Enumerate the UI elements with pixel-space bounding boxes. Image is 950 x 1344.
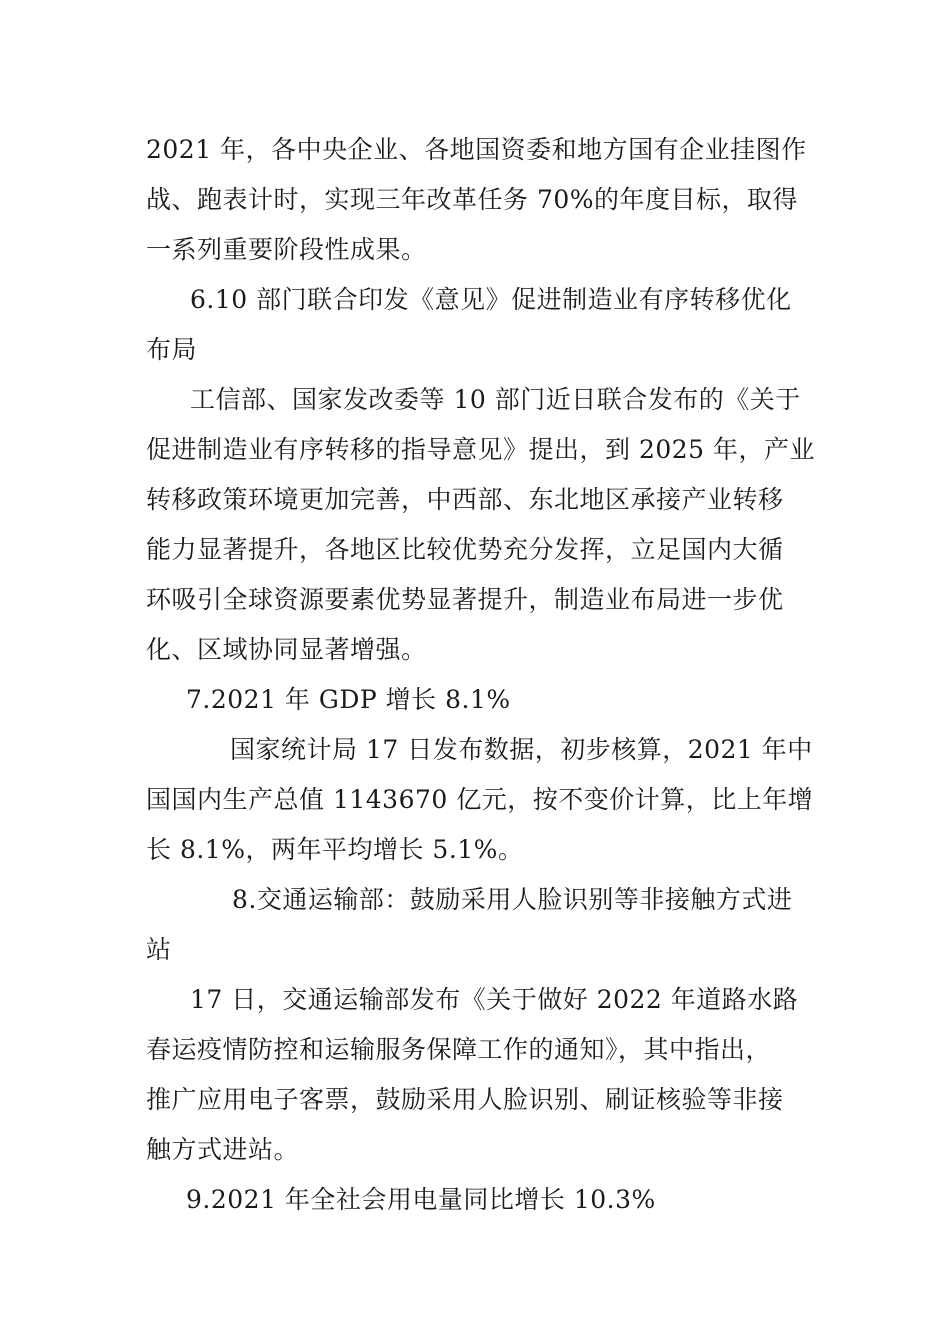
paragraph-line: 触方式进站。 <box>146 1135 300 1164</box>
paragraph-line: 能力显著提升，各地区比较优势充分发挥，立足国内大循 <box>146 535 784 564</box>
section-heading-continued: 站 <box>146 935 172 964</box>
paragraph-line: 春运疫情防控和运输服务保障工作的通知》，其中指出， <box>146 1035 772 1064</box>
paragraph-line: 转移政策环境更加完善，中西部、东北地区承接产业转移 <box>146 485 784 514</box>
paragraph-line: 工信部、国家发改委等 10 部门近日联合发布的《关于 <box>190 385 801 414</box>
paragraph-line: 化、区域协同显著增强。 <box>146 635 427 664</box>
paragraph-line: 17 日，交通运输部发布《关于做好 2022 年道路水路 <box>190 985 799 1014</box>
paragraph-line: 国家统计局 17 日发布数据，初步核算，2021 年中 <box>230 735 813 764</box>
section-heading: 9.2021 年全社会用电量同比增长 10.3% <box>186 1185 656 1214</box>
section-heading: 7.2021 年 GDP 增长 8.1% <box>186 685 511 714</box>
section-heading: 8.交通运输部：鼓励采用人脸识别等非接触方式进 <box>232 885 793 914</box>
paragraph-line: 一系列重要阶段性成果。 <box>146 235 427 264</box>
section-heading: 6.10 部门联合印发《意见》促进制造业有序转移优化 <box>190 285 792 314</box>
paragraph-line: 2021 年，各中央企业、各地国资委和地方国有企业挂图作 <box>146 135 807 164</box>
section-heading-continued: 布局 <box>146 335 198 364</box>
paragraph-line: 推广应用电子客票，鼓励采用人脸识别、刷证核验等非接 <box>146 1085 784 1114</box>
paragraph-line: 促进制造业有序转移的指导意见》提出，到 2025 年，产业 <box>146 435 816 464</box>
paragraph-line: 战、跑表计时，实现三年改革任务 70%的年度目标，取得 <box>146 185 799 214</box>
paragraph-line: 环吸引全球资源要素优势显著提升，制造业布局进一步优 <box>146 585 784 614</box>
paragraph-line: 长 8.1%，两年平均增长 5.1%。 <box>146 835 524 864</box>
paragraph-line: 国国内生产总值 1143670 亿元，按不变价计算，比上年增 <box>146 785 814 814</box>
